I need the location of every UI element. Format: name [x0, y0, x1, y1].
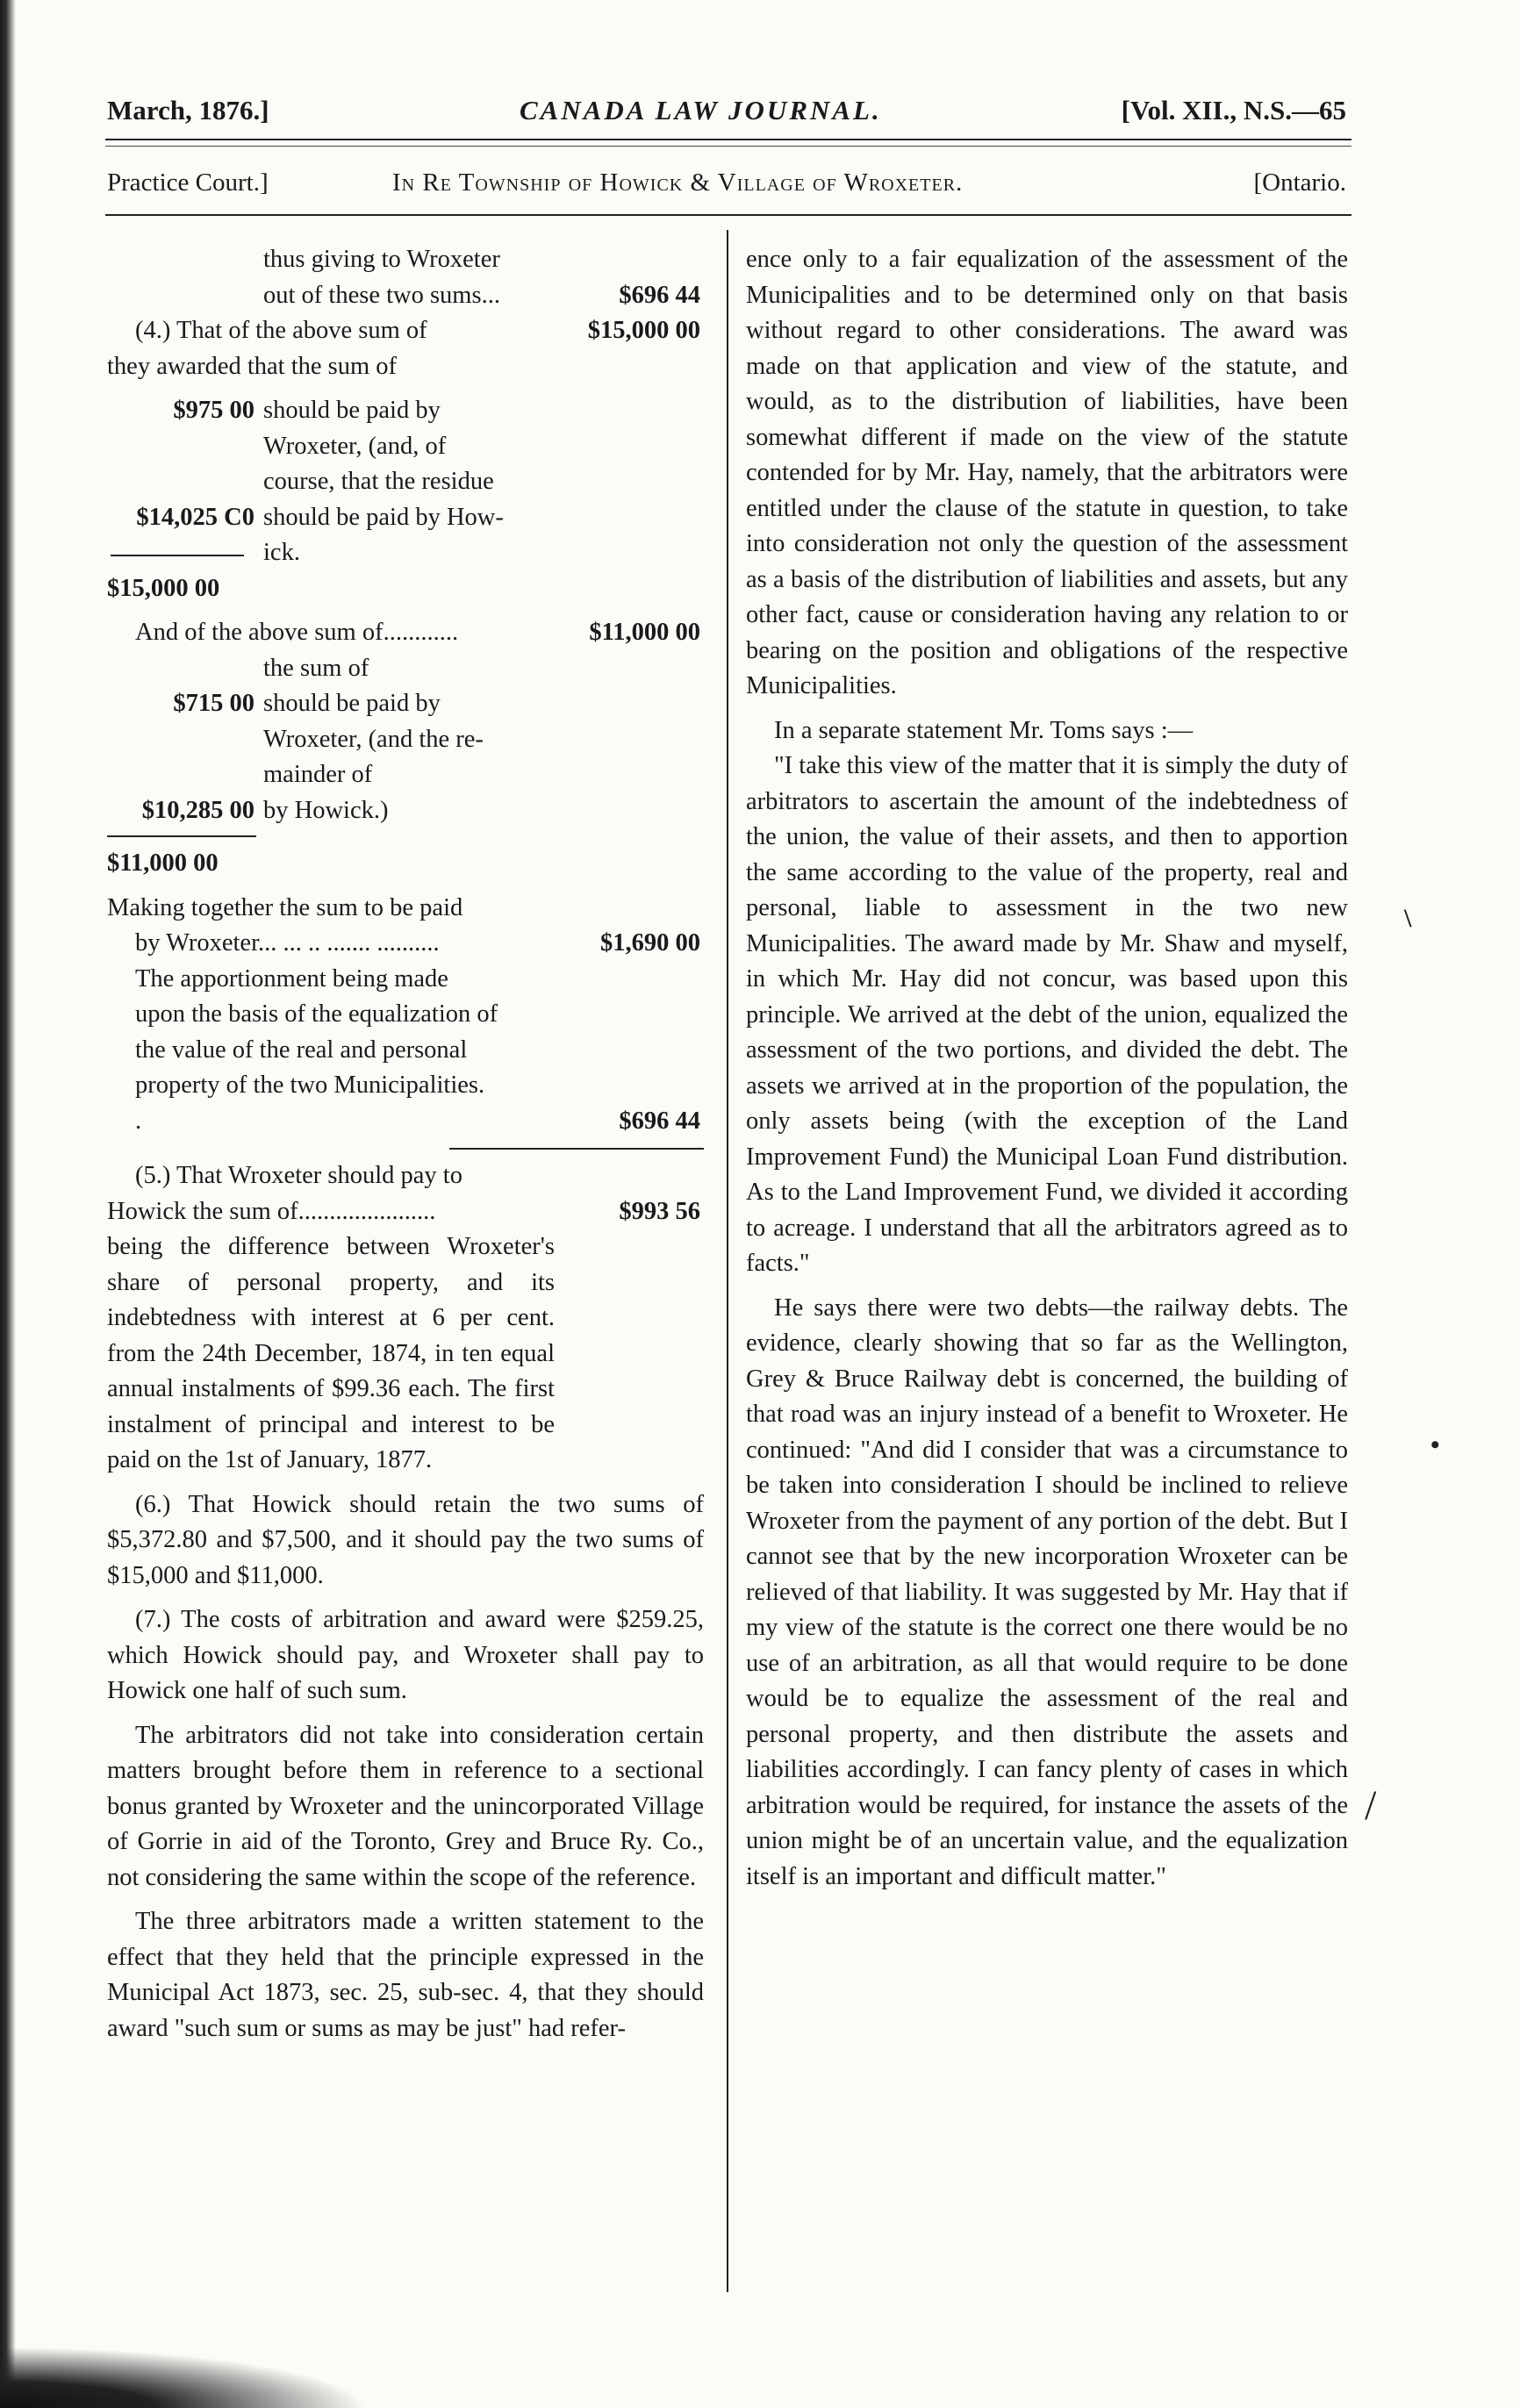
amount-value: $11,000 00	[589, 619, 700, 646]
case-title: In Re Township of Howick & Village of Wroxeter.	[392, 168, 964, 197]
section-head	[107, 168, 1346, 207]
ink-speck: •	[1430, 1430, 1440, 1459]
line-text: (4.) That of the above sum of	[135, 317, 427, 344]
sub-desc: should be paid by	[263, 397, 441, 424]
left-column	[107, 242, 704, 2046]
sub-amount: $14,025 C0	[136, 503, 255, 531]
journal-title: CANADA LAW JOURNAL.	[520, 95, 882, 125]
sub-desc: the sum of	[263, 654, 369, 682]
sub-row	[107, 535, 704, 571]
sub-desc: Wroxeter, (and, of	[263, 432, 447, 460]
text-line	[107, 349, 704, 385]
line-text: out of these two sums...	[263, 281, 500, 309]
sub-desc: should be paid by	[263, 690, 441, 717]
sub-desc: should be paid by How-	[263, 503, 504, 531]
scan-corner-shadow	[0, 2347, 369, 2408]
scan-edge-shadow	[0, 0, 16, 2408]
sum-rule	[107, 835, 256, 837]
sub-desc: ick.	[263, 539, 300, 566]
amount-value: $15,000 00	[587, 317, 700, 344]
paragraph-continuation: ence only to a fair equalization of the assessment of the Municipalities and to be determined only on that basis without regard to other considerations. The award was made on that application and view of the statute, and would, as to the distribution of liabilities, have been somewhat different if made on the view of the statute contended for by Mr. Hay, namely, that the arbitrators were entitled under the clause of the statute in question, to take into consideration not only the question of the assessment as a basis of the distribution of liabilities and assets, but any other fact, cause or consideration having any relation to or bearing on the position and obligations of the respective Municipalities.	[746, 246, 1348, 699]
sub-amount: $975 00	[173, 397, 255, 424]
amount-line	[107, 278, 704, 314]
paragraph-toms-quote: "I take this view of the matter that it is simply the duty of arbitrators to ascertain the amount of the indebtedness of the union, the value of their assets, and then to apportion the same according to the value of the property, real and personal, liable to assessment in the two new Municipalities. The award made by Mr. Shaw and myself, in which Mr. Hay did not concur, was based upon this principle. We arrived at the debt of the union, equalized the assessment of the two portions, and divided the debt. The assets we arrived at in the proportion of the population, the only assets being (with the exception of the Land Improvement Fund) the Municipal Loan Fund distribution. As to the Land Improvement Fund, we divided it according to acreage. I understand that all the arbitrators agreed as to facts."	[746, 752, 1348, 1277]
amount-value: $696 44	[619, 1107, 700, 1135]
item-5-text: being the difference between Wroxeter's share of personal property, and its indebtedness with interest at 6 per cent. from the 24th December, 1874, in ten equal annual instalments of $99.36 each. The first instalment of principal and interest to be paid on the 1st of January, 1877.	[107, 1233, 555, 1473]
paragraph-arbitrators: The arbitrators did not take into consideration certain matters brought before them in reference to a sectional bonus granted by Wroxeter and the unincorporated Village of Gorrie in aid of the Toronto, Grey and Bruce Ry. Co., not considering the same within the scope of the reference.	[107, 1721, 704, 1891]
sub-row	[107, 464, 704, 500]
sum-rule	[111, 555, 244, 556]
line-text: (5.) That Wroxeter should pay to	[135, 1162, 462, 1189]
text-line	[107, 1158, 704, 1194]
apportionment-note: The apportionment being made upon the basis of the equalization of the value of the real and personal property of the two Municipalities.	[135, 964, 498, 1099]
line-text: Making together the sum to be paid	[107, 893, 463, 921]
item-7-text: (7.) The costs of arbitration and award were $259.25, which Howick should pay, and Wroxeter shall pay to Howick one half of such sum.	[107, 1606, 704, 1704]
volume-page: [Vol. XII., N.S.—65	[1121, 95, 1346, 125]
amount-value: $696 44	[619, 281, 700, 309]
sub-amount: $10,285 00	[141, 796, 255, 824]
sub-row	[107, 793, 704, 829]
section-rule	[105, 214, 1352, 216]
line-text: Howick the sum of......................	[107, 1197, 436, 1225]
right-column	[746, 242, 1348, 1895]
jurisdiction-label: [Ontario.	[1253, 168, 1346, 197]
sub-row	[107, 686, 704, 722]
amount-line	[107, 1194, 704, 1230]
court-label: Practice Court.]	[107, 168, 269, 197]
sub-desc: course, that the residue	[263, 468, 494, 495]
header-rule	[105, 139, 1352, 140]
sub-row	[107, 571, 704, 607]
text-line	[107, 242, 704, 278]
sub-row	[107, 429, 704, 465]
amount-line	[107, 1104, 704, 1140]
line-text: thus giving to Wroxeter	[263, 246, 500, 273]
sub-row	[107, 393, 704, 429]
sub-total: $15,000 00	[107, 574, 220, 602]
column-divider	[727, 230, 728, 2292]
item-6-text: (6.) That Howick should retain the two sums of $5,372.80 and $7,500, and it should pay the two sums of $15,000 and $11,000.	[107, 1490, 704, 1589]
paragraph-two-debts: He says there were two debts—the railway debts. The evidence, clearly showing that so far as the Wellington, Grey & Bruce Railway debt is concerned, the building of that road was an injury instead of a benefit to Wroxeter. He continued: "And did I consider that was a circumstance to be taken into consideration I should be inclined to relieve Wroxeter from the payment of any portion of the debt. But I cannot see that by the new incorporation Wroxeter can be relieved of that liability. It was suggested by Mr. Hay that if my view of the statute is the correct one there would be no use of an arbitration, as all that would require to be done would be to equalize the assessment of the real and personal property, and then distribute the assets and liabilities accordingly. I can fancy plenty of cases in which arbitration would be required, for instance the assets of the union might be of an uncertain value, and the equalization itself is an important and difficult matter."	[746, 1294, 1348, 1890]
amount-line	[107, 313, 704, 349]
amount-line	[107, 926, 704, 962]
total-rule	[449, 1148, 704, 1150]
amount-line	[107, 615, 704, 651]
sub-row	[107, 846, 704, 882]
paragraph-toms-intro: In a separate statement Mr. Toms says :—	[774, 716, 1194, 744]
header-rule-thin	[105, 146, 1352, 147]
sub-row	[107, 651, 704, 687]
sub-desc: by Howick.)	[263, 796, 389, 824]
line-text: they awarded that the sum of	[107, 352, 398, 380]
running-head	[107, 95, 1346, 137]
sub-desc: Wroxeter, (and the re-	[263, 725, 484, 753]
sub-desc: mainder of	[263, 761, 373, 788]
paragraph-three-arbitrators: The three arbitrators made a written statement to the effect that they held that the principle expressed in the Municipal Act 1873, sec. 25, sub-sec. 4, that they should award "such sum or sums as may be just" had refer-	[107, 1908, 704, 2042]
sub-row	[107, 757, 704, 793]
ink-speck: \	[1404, 904, 1412, 933]
pencil-mark: /	[1365, 1782, 1377, 1829]
line-text: .	[135, 1107, 142, 1135]
text-line	[107, 891, 704, 927]
amount-value: $1,690 00	[600, 929, 700, 957]
amount-value: $993 56	[619, 1197, 700, 1225]
sub-total: $11,000 00	[107, 849, 219, 877]
sub-amount: $715 00	[173, 690, 255, 717]
header-date: March, 1876.]	[107, 95, 269, 125]
line-text: And of the above sum of............	[135, 619, 459, 646]
line-text: by Wroxeter... ... .. ....... ..........	[135, 929, 440, 957]
sub-row	[107, 500, 704, 536]
sub-row	[107, 722, 704, 758]
